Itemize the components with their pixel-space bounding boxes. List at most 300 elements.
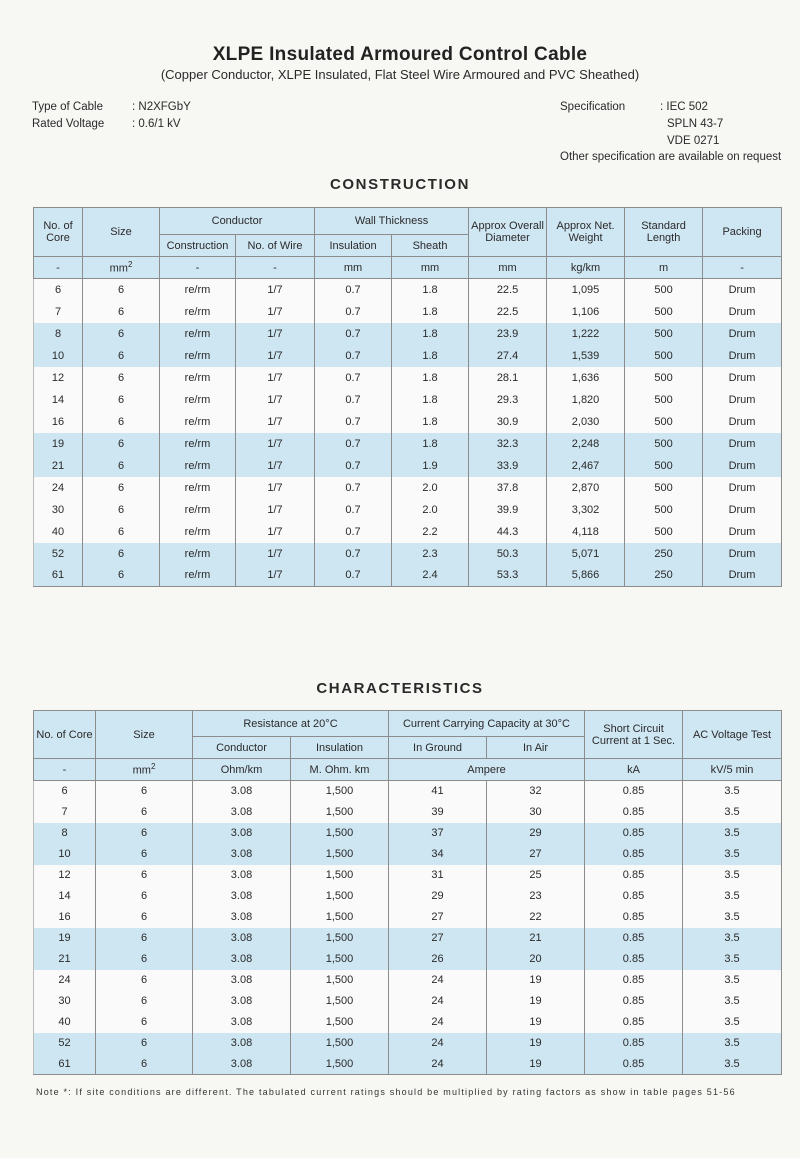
table-cell: 6 [83, 521, 160, 543]
table-row [34, 1012, 782, 1033]
table-cell: 44.3 [469, 521, 547, 543]
table-cell: 6 [96, 928, 193, 949]
col-in-ground: In Ground [389, 737, 487, 759]
table-row [34, 928, 782, 949]
unit-cell: - [160, 257, 236, 279]
table-cell: 1.8 [392, 345, 469, 367]
table-cell: 37 [389, 823, 487, 844]
col-sheath: Sheath [392, 235, 469, 257]
table-cell: 6 [34, 781, 96, 802]
table-cell: 24 [389, 1012, 487, 1033]
table-cell: 500 [625, 279, 703, 301]
table-cell: 6 [96, 781, 193, 802]
table-cell: re/rm [160, 433, 236, 455]
col-packing: Packing [703, 208, 782, 257]
table-cell: Drum [703, 367, 782, 389]
table-cell: 0.7 [315, 521, 392, 543]
table-cell: 50.3 [469, 543, 547, 565]
table-cell: 0.85 [585, 781, 683, 802]
table-row [34, 844, 782, 865]
table-cell: 40 [34, 1012, 96, 1033]
table-cell: 2,870 [547, 477, 625, 499]
col-weight: Approx Net. Weight [547, 208, 625, 257]
table-cell: 6 [96, 802, 193, 823]
table-cell: 1.8 [392, 279, 469, 301]
table-cell: 1,500 [291, 1054, 389, 1075]
unit-cell: mm [392, 257, 469, 279]
table-cell: 1/7 [236, 543, 315, 565]
table-cell: 24 [34, 970, 96, 991]
table-cell: 24 [389, 970, 487, 991]
table-cell: 3.08 [193, 844, 291, 865]
table-cell: 21 [487, 928, 585, 949]
table-cell: re/rm [160, 499, 236, 521]
table-cell: 1/7 [236, 521, 315, 543]
table-cell: re/rm [160, 455, 236, 477]
table-row [34, 949, 782, 970]
table-cell: 1.8 [392, 389, 469, 411]
table-cell: 0.85 [585, 844, 683, 865]
table-cell: 24 [389, 1033, 487, 1054]
spec-value-1: : IEC 502 [660, 101, 708, 113]
table-row [34, 1033, 782, 1054]
table-cell: 2.2 [392, 521, 469, 543]
table-cell: 6 [83, 323, 160, 345]
table-cell: 3.08 [193, 865, 291, 886]
table-cell: 31 [389, 865, 487, 886]
table-cell: 0.85 [585, 949, 683, 970]
units-row [34, 257, 782, 279]
unit-cell: mm [315, 257, 392, 279]
table-cell: 1/7 [236, 389, 315, 411]
table-cell: 1/7 [236, 455, 315, 477]
table-cell: 1,500 [291, 865, 389, 886]
table-row [34, 565, 782, 587]
table-cell: 1/7 [236, 301, 315, 323]
table-cell: 30 [34, 499, 83, 521]
table-cell: 500 [625, 411, 703, 433]
table-cell: 0.7 [315, 455, 392, 477]
table-cell: 6 [34, 279, 83, 301]
table-cell: 0.85 [585, 970, 683, 991]
table-cell: 3.5 [683, 949, 782, 970]
table-row [34, 323, 782, 345]
specification [560, 99, 723, 150]
table-cell: 500 [625, 433, 703, 455]
table-cell: 19 [487, 991, 585, 1012]
table-row [34, 1054, 782, 1075]
table-cell: 1.9 [392, 455, 469, 477]
table-cell: 1,500 [291, 886, 389, 907]
table-cell: 3.08 [193, 823, 291, 844]
table-cell: 23 [487, 886, 585, 907]
table-cell: 500 [625, 345, 703, 367]
table-cell: 30 [487, 802, 585, 823]
table-cell: 32 [487, 781, 585, 802]
table-cell: 52 [34, 543, 83, 565]
table-cell: 6 [83, 301, 160, 323]
voltage-label: Rated Voltage [32, 118, 105, 130]
unit-cell: $mm^2$ [83, 257, 160, 279]
table-cell: 3.5 [683, 823, 782, 844]
table-cell: 6 [83, 345, 160, 367]
table-cell: 500 [625, 389, 703, 411]
unit-cell: - [34, 759, 96, 781]
table-cell: 8 [34, 823, 96, 844]
table-cell: 0.7 [315, 565, 392, 587]
table-row [34, 279, 782, 301]
table-cell: 6 [83, 499, 160, 521]
col-wall-thickness: Wall Thickness [315, 208, 469, 235]
table-cell: 500 [625, 499, 703, 521]
table-row [34, 521, 782, 543]
table-cell: 3.5 [683, 970, 782, 991]
table-cell: re/rm [160, 521, 236, 543]
table-cell: 6 [96, 823, 193, 844]
table-cell: 2,467 [547, 455, 625, 477]
table-cell: Drum [703, 521, 782, 543]
table-cell: 24 [389, 991, 487, 1012]
spec-note: Other specification are available on request [560, 151, 782, 163]
table-cell: 3.5 [683, 781, 782, 802]
table-cell: re/rm [160, 477, 236, 499]
table-cell: 0.7 [315, 279, 392, 301]
table-cell: 1,500 [291, 823, 389, 844]
table-cell: 3.08 [193, 781, 291, 802]
table-cell: Drum [703, 477, 782, 499]
table-cell: 1/7 [236, 279, 315, 301]
table-cell: 1,500 [291, 802, 389, 823]
table-cell: 1,500 [291, 1012, 389, 1033]
table-cell: 3.08 [193, 907, 291, 928]
table-cell: 3.08 [193, 970, 291, 991]
table-cell: Drum [703, 499, 782, 521]
table-cell: Drum [703, 301, 782, 323]
table-cell: 14 [34, 389, 83, 411]
table-cell: 1/7 [236, 367, 315, 389]
table-cell: 1/7 [236, 411, 315, 433]
table-row [34, 823, 782, 844]
col-size: Size [83, 208, 160, 257]
table-cell: 1.8 [392, 367, 469, 389]
table-cell: 7 [34, 301, 83, 323]
table-cell: 3.08 [193, 886, 291, 907]
table-cell: 22 [487, 907, 585, 928]
col-ac-test: AC Voltage Test [683, 711, 782, 759]
page-title: XLPE Insulated Armoured Control Cable [212, 44, 588, 65]
table-cell: 29.3 [469, 389, 547, 411]
table-cell: 3.5 [683, 907, 782, 928]
table-cell: 24 [34, 477, 83, 499]
unit-cell: kV/5 min [683, 759, 782, 781]
col-no-of-wire: No. of Wire [236, 235, 315, 257]
table-cell: 3.08 [193, 1033, 291, 1054]
table-cell: 1/7 [236, 323, 315, 345]
table-row [34, 345, 782, 367]
table-cell: 500 [625, 455, 703, 477]
table-cell: 6 [96, 844, 193, 865]
table-cell: 52 [34, 1033, 96, 1054]
table-cell: 0.85 [585, 886, 683, 907]
table-cell: 30.9 [469, 411, 547, 433]
cable-info [32, 99, 191, 133]
table-cell: 39 [389, 802, 487, 823]
table-cell: 0.7 [315, 433, 392, 455]
table-cell: 19 [34, 433, 83, 455]
table-cell: 16 [34, 411, 83, 433]
table-cell: 24 [389, 1054, 487, 1075]
table-row [34, 301, 782, 323]
col-current: Current Carrying Capacity at 30°C [389, 711, 585, 737]
table-cell: 0.85 [585, 802, 683, 823]
table-cell: 6 [83, 279, 160, 301]
table-cell: 500 [625, 367, 703, 389]
table-cell: 0.85 [585, 1012, 683, 1033]
units-row [34, 759, 782, 781]
col-cores: No. of Core [34, 711, 96, 759]
type-value: : N2XFGbY [132, 101, 191, 113]
table-cell: 0.85 [585, 823, 683, 844]
table-cell: 0.85 [585, 928, 683, 949]
table-cell: 500 [625, 521, 703, 543]
unit-cell: Ohm/km [193, 759, 291, 781]
table-cell: 27 [487, 844, 585, 865]
table-cell: 12 [34, 367, 83, 389]
table-cell: 5,866 [547, 565, 625, 587]
table-cell: 16 [34, 907, 96, 928]
table-cell: 34 [389, 844, 487, 865]
table-cell: 19 [487, 970, 585, 991]
table-cell: 500 [625, 323, 703, 345]
table-row [34, 970, 782, 991]
table-cell: 19 [487, 1012, 585, 1033]
table-cell: 3.5 [683, 1054, 782, 1075]
voltage-value: : 0.6/1 kV [132, 118, 181, 130]
table-cell: 6 [96, 970, 193, 991]
table-cell: 19 [487, 1054, 585, 1075]
table-cell: 10 [34, 844, 96, 865]
table-cell: 29 [389, 886, 487, 907]
table-cell: 0.7 [315, 543, 392, 565]
table-cell: Drum [703, 411, 782, 433]
table-cell: 1/7 [236, 477, 315, 499]
table-cell: 250 [625, 543, 703, 565]
spec-value-2: SPLN 43-7 [667, 118, 724, 130]
table-row [34, 433, 782, 455]
col-in-air: In Air [487, 737, 585, 759]
table-cell: 3.08 [193, 1054, 291, 1075]
table-cell: 23.9 [469, 323, 547, 345]
unit-cell: $mm^2$ [96, 759, 193, 781]
table-cell: 41 [389, 781, 487, 802]
table-cell: Drum [703, 565, 782, 587]
table-cell: re/rm [160, 323, 236, 345]
table-cell: 25 [487, 865, 585, 886]
table-cell: 3.08 [193, 1012, 291, 1033]
table-cell: 500 [625, 301, 703, 323]
table-cell: 40 [34, 521, 83, 543]
unit-cell: - [236, 257, 315, 279]
table-cell: 0.85 [585, 907, 683, 928]
table-cell: 61 [34, 565, 83, 587]
page-subtitle: (Copper Conductor, XLPE Insulated, Flat Steel Wire Armoured and PVC Sheathed) [160, 67, 640, 82]
col-construction: Construction [160, 235, 236, 257]
table-cell: 1.8 [392, 433, 469, 455]
table-cell: 1,500 [291, 970, 389, 991]
table-cell: 1,500 [291, 844, 389, 865]
col-short-circuit: Short Circuit Current at 1 Sec. [585, 711, 683, 759]
table-cell: 1,500 [291, 1033, 389, 1054]
table-cell: 32.3 [469, 433, 547, 455]
col-cores: No. of Core [34, 208, 83, 257]
table-cell: 1,500 [291, 907, 389, 928]
footnote: Note *: If site conditions are different. The tabulated current ratings should be multiplied by rating factors as show in table pages 51-56 [36, 1087, 736, 1097]
unit-cell: Ampere [389, 759, 585, 781]
table-cell: 61 [34, 1054, 96, 1075]
table-cell: 6 [83, 455, 160, 477]
table-cell: 1,500 [291, 781, 389, 802]
table-cell: 7 [34, 802, 96, 823]
table-cell: 3.5 [683, 1012, 782, 1033]
unit-cell: kA [585, 759, 683, 781]
table-cell: 2.3 [392, 543, 469, 565]
table-cell: 0.7 [315, 499, 392, 521]
unit-cell: mm [469, 257, 547, 279]
table-cell: 1,820 [547, 389, 625, 411]
table-cell: 3.08 [193, 991, 291, 1012]
unit-cell: kg/km [547, 257, 625, 279]
table-cell: 6 [83, 433, 160, 455]
table-row [34, 499, 782, 521]
table-cell: 27 [389, 928, 487, 949]
table-cell: 3.5 [683, 886, 782, 907]
table-cell: 1,500 [291, 949, 389, 970]
table-cell: Drum [703, 279, 782, 301]
table-cell: 6 [96, 886, 193, 907]
unit-cell: m [625, 257, 703, 279]
table-cell: 6 [83, 411, 160, 433]
table-cell: re/rm [160, 411, 236, 433]
unit-cell: M. Ohm. km [291, 759, 389, 781]
table-cell: 1,636 [547, 367, 625, 389]
col-insulation: Insulation [291, 737, 389, 759]
table-cell: re/rm [160, 301, 236, 323]
table-cell: 1/7 [236, 499, 315, 521]
table-cell: 3,302 [547, 499, 625, 521]
table-cell: re/rm [160, 565, 236, 587]
col-size: Size [96, 711, 193, 759]
table-cell: 6 [83, 543, 160, 565]
table-cell: 500 [625, 477, 703, 499]
table-cell: 0.7 [315, 345, 392, 367]
table-cell: re/rm [160, 367, 236, 389]
construction-table [33, 207, 782, 587]
col-length: Standard Length [625, 208, 703, 257]
table-cell: 1,095 [547, 279, 625, 301]
table-cell: 6 [96, 907, 193, 928]
table-cell: 2.0 [392, 477, 469, 499]
table-row [34, 991, 782, 1012]
table-cell: 5,071 [547, 543, 625, 565]
table-cell: re/rm [160, 389, 236, 411]
characteristics-table [33, 710, 782, 1075]
unit-cell: - [703, 257, 782, 279]
table-cell: 2,248 [547, 433, 625, 455]
table-cell: 10 [34, 345, 83, 367]
table-row [34, 477, 782, 499]
table-row [34, 455, 782, 477]
table-cell: 3.5 [683, 1033, 782, 1054]
table-cell: 3.5 [683, 844, 782, 865]
table-cell: 6 [96, 991, 193, 1012]
table-cell: Drum [703, 455, 782, 477]
col-insulation: Insulation [315, 235, 392, 257]
table-cell: 1/7 [236, 433, 315, 455]
col-conductor: Conductor [160, 208, 315, 235]
table-cell: 0.85 [585, 1054, 683, 1075]
table-cell: 2.4 [392, 565, 469, 587]
table-cell: 29 [487, 823, 585, 844]
table-row [34, 907, 782, 928]
table-cell: re/rm [160, 543, 236, 565]
table-cell: 3.08 [193, 949, 291, 970]
table-cell: re/rm [160, 279, 236, 301]
table-cell: 6 [83, 367, 160, 389]
table-cell: 3.5 [683, 865, 782, 886]
table-cell: 3.5 [683, 802, 782, 823]
table-cell: 26 [389, 949, 487, 970]
table-row [34, 543, 782, 565]
unit-cell: - [34, 257, 83, 279]
table-cell: Drum [703, 433, 782, 455]
table-cell: 0.7 [315, 411, 392, 433]
table-cell: 4,118 [547, 521, 625, 543]
table-cell: 27 [389, 907, 487, 928]
table-cell: 3.5 [683, 928, 782, 949]
table-cell: 22.5 [469, 301, 547, 323]
table-cell: re/rm [160, 345, 236, 367]
table-cell: 33.9 [469, 455, 547, 477]
table-cell: Drum [703, 389, 782, 411]
table-cell: Drum [703, 345, 782, 367]
table-cell: 1.8 [392, 323, 469, 345]
table-cell: 27.4 [469, 345, 547, 367]
table-cell: 2,030 [547, 411, 625, 433]
table-row [34, 389, 782, 411]
table-cell: 1,222 [547, 323, 625, 345]
table-cell: 1,539 [547, 345, 625, 367]
table-row [34, 802, 782, 823]
table-cell: 3.5 [683, 991, 782, 1012]
table-cell: 6 [96, 949, 193, 970]
table-cell: 0.7 [315, 301, 392, 323]
table-cell: 1,500 [291, 991, 389, 1012]
table-row [34, 865, 782, 886]
table-cell: 37.8 [469, 477, 547, 499]
table-cell: 1.8 [392, 411, 469, 433]
table-cell: 0.85 [585, 865, 683, 886]
table-cell: 14 [34, 886, 96, 907]
table-cell: Drum [703, 323, 782, 345]
table-cell: 0.7 [315, 389, 392, 411]
col-conductor: Conductor [193, 737, 291, 759]
type-label: Type of Cable [32, 101, 103, 113]
table-cell: 6 [96, 865, 193, 886]
table-cell: 53.3 [469, 565, 547, 587]
table-cell: 0.7 [315, 323, 392, 345]
table-cell: 250 [625, 565, 703, 587]
table-row [34, 886, 782, 907]
